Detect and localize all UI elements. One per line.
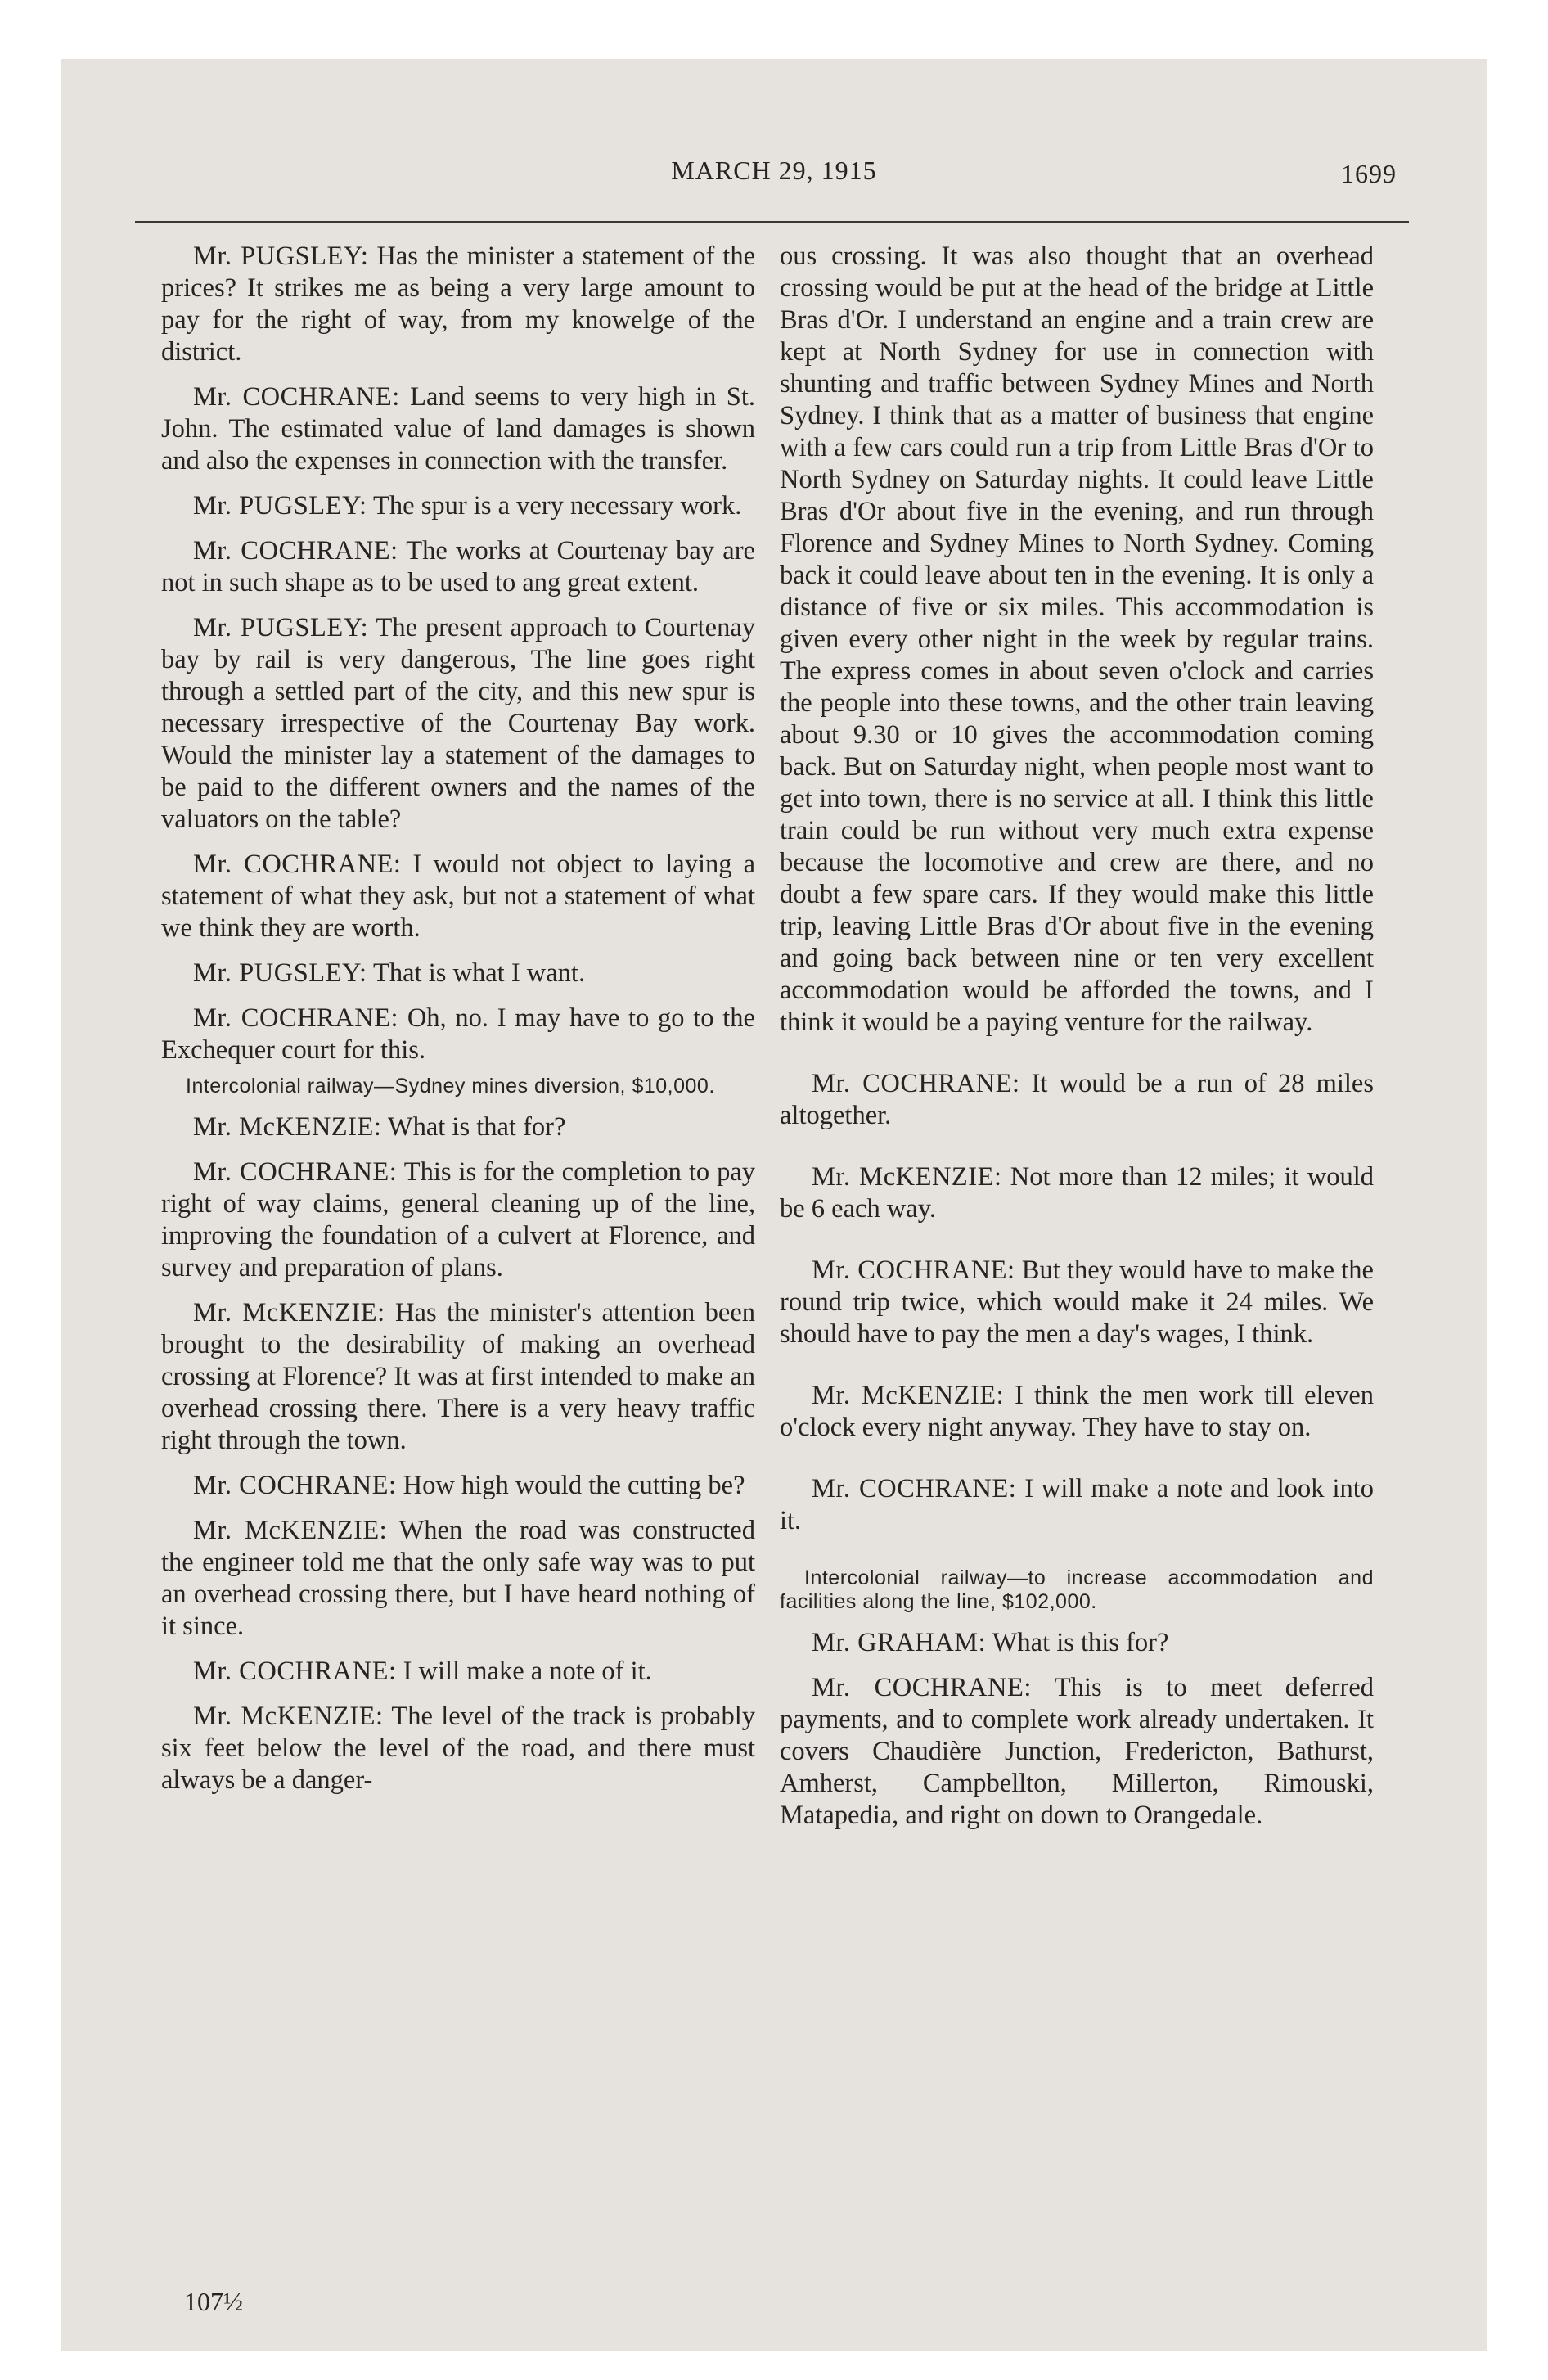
speaker-name: Mr. COCHRANE: [193, 850, 402, 879]
page-header [61, 156, 1487, 205]
speaker-name: Mr. COCHRANE: [193, 1657, 397, 1686]
paragraph-text: That is what I want. [373, 958, 586, 988]
speaker-name: Mr. COCHRANE: [193, 1157, 398, 1187]
paragraph-text: This is to meet deferred payments, and to complete work already undertaken. It covers Chaudière Junction, Fredericton, Bathurst, Amherst, Campbellton, Millerton, Rimouski, Matapedia, and right on down to Orangedale. [780, 1673, 1375, 1830]
paragraph [780, 1672, 1374, 1832]
speaker-name: Mr. McKENZIE: [812, 1162, 1002, 1192]
paragraph [161, 1701, 755, 1796]
speaker-name: Mr. PUGSLEY: [193, 241, 369, 271]
paragraph-text: The spur is a very necessary work. [373, 491, 742, 521]
paragraph-text: What is that for? [387, 1112, 566, 1142]
paragraph-text: I will make a note of it. [403, 1657, 652, 1686]
paragraph-text: How high would the cutting be? [403, 1471, 745, 1500]
paragraph [780, 1380, 1374, 1444]
speaker-name: Mr. McKENZIE: [193, 1112, 382, 1142]
speaker-name: Mr. McKENZIE: [812, 1381, 1005, 1410]
paragraph [161, 241, 755, 368]
paragraph [161, 1470, 755, 1502]
speaker-name: Mr. McKENZIE: [193, 1516, 388, 1545]
header-date: MARCH 29, 1915 [671, 156, 877, 185]
speaker-name: Mr. McKENZIE: [193, 1702, 384, 1731]
paragraph [161, 1656, 755, 1688]
speaker-name: Mr. COCHRANE: [193, 382, 400, 412]
page-number: 1699 [1341, 159, 1397, 188]
speaker-name: Mr. COCHRANE: [812, 1069, 1020, 1098]
paragraph [161, 1515, 755, 1643]
paragraph [780, 1473, 1374, 1537]
speaker-name: Mr. PUGSLEY: [193, 958, 367, 988]
paragraph [161, 958, 755, 989]
document-page [61, 59, 1487, 2351]
speaker-name: Mr. COCHRANE: [812, 1474, 1017, 1503]
paragraph [161, 1111, 755, 1143]
paragraph [780, 1255, 1374, 1350]
speaker-name: Mr. COCHRANE: [812, 1673, 1032, 1702]
speaker-name: Mr. COCHRANE: [193, 536, 398, 566]
paragraph [161, 1003, 755, 1066]
speaker-name: Mr. PUGSLEY: [193, 491, 367, 521]
paragraph-text: The present approach to Courtenay bay by rail is very dangerous, The line goes right through a settled part of the city, and this new spur is necessary irrespective of the Courtenay Bay work. Would the minister lay a statement of the damages to be paid to the different owners and the names of the valuators on the table? [161, 613, 755, 834]
paragraph-text: This is for the completion to pay right of way claims, general cleaning up of the line, improving the foundation of a culvert at Florence, and survey and preparation of plans. [161, 1157, 755, 1282]
paragraph-text: Has the minister a statement of the prices? It strikes me as being a very large amount to pay for the right of way, from my knowelge of the district. [161, 241, 755, 367]
paragraph [161, 1297, 755, 1457]
paragraph-text: Land seems to very high in St. John. The estimated value of land damages is shown and also the expenses in connection with the transfer. [161, 382, 755, 476]
paragraph-text: I would not object to laying a statement of what they ask, but not a statement of what we think they are worth. [161, 850, 755, 943]
paragraph [161, 535, 755, 599]
paragraph-text: What is this for? [992, 1628, 1169, 1657]
paragraph-text: When the road was constructed the engineer told me that the only safe way was to put an overhead crossing there, but I have heard nothing of it since. [161, 1516, 755, 1641]
paragraph-text: Has the minister's attention been brought to the desirability of making an overhead crossing at Florence? It was at first intended to make an overhead crossing there. There is a very heavy traffic right through the town. [161, 1298, 755, 1455]
paragraph [780, 1627, 1374, 1659]
speaker-name: Mr. PUGSLEY: [193, 613, 369, 642]
left-column [161, 241, 755, 1810]
paragraph-text: Oh, no. I may have to go to the Exchequer court for this. [161, 1003, 755, 1065]
paragraph [161, 1156, 755, 1284]
signature-mark: 107½ [184, 2287, 243, 2316]
right-column [780, 241, 1374, 1845]
paragraph [161, 849, 755, 944]
paragraph-text: I think the men work till eleven o'clock every night anyway. They have to stay on. [780, 1381, 1374, 1442]
speaker-name: Mr. COCHRANE: [812, 1255, 1015, 1285]
paragraph [780, 1161, 1374, 1225]
estimate-item: Intercolonial railway—Sydney mines diversion, $10,000. [186, 1075, 715, 1098]
speaker-name: Mr. COCHRANE: [193, 1003, 399, 1033]
paragraph-text: It would be a run of 28 miles altogether. [780, 1069, 1374, 1130]
paragraph-text: I will make a note and look into it. [780, 1474, 1374, 1535]
header-rule [135, 221, 1409, 223]
paragraph-continuation [780, 241, 1374, 1039]
speaker-name: Mr. COCHRANE: [193, 1471, 397, 1500]
paragraph [780, 1068, 1374, 1132]
paragraph-text: The works at Courtenay bay are not in such shape as to be used to ang great extent. [161, 536, 755, 597]
paragraph-text: Not more than 12 miles; it would be 6 each way. [780, 1162, 1375, 1224]
paragraph-text: ous crossing. It was also thought that an overhead crossing would be put at the head of the bridge at Little Bras d'Or. I understand an engine and a train crew are kept at North Sydney for use in connection with shunting and traffic between Sydney Mines and North Sydney. I think that as a matter of business that engine with a few cars could run a trip from Little Bras d'Or to North Sydney on Saturday nights. It could leave Little Bras d'Or about five in the evening, and run through Florence and Sydney Mines to North Sydney. Coming back it could leave about ten in the evening. It is only a distance of five or six miles. This accommodation is given every other night in the week by regular trains. The express comes in about seven o'clock and carries the people into these towns, and the other train leaving about 9.30 or 10 gives the accommodation coming back. But on Saturday night, when people most want to get into town, there is no service at all. I think this little train could be run without very much extra expense because the locomotive and crew are there, and no doubt a few spare cars. If they would make this little trip, leaving Little Bras d'Or about five in the evening and going back between nine or ten very excellent accommodation would be afforded the towns, and I think it would be a paying venture for the railway. [780, 241, 1374, 1037]
paragraph [161, 612, 755, 836]
estimate-item: Intercolonial railway—to increase accommodation and facilities along the line, $102,000. [780, 1566, 1374, 1613]
paragraph-text: But they would have to make the round trip twice, which would make it 24 miles. We should have to pay the men a day's wages, I think. [780, 1255, 1374, 1349]
paragraph [161, 381, 755, 477]
speaker-name: Mr. GRAHAM: [812, 1628, 987, 1657]
paragraph-text: The level of the track is probably six feet below the level of the road, and there must always be a danger- [161, 1702, 756, 1795]
paragraph [161, 490, 755, 522]
speaker-name: Mr. McKENZIE: [193, 1298, 385, 1327]
